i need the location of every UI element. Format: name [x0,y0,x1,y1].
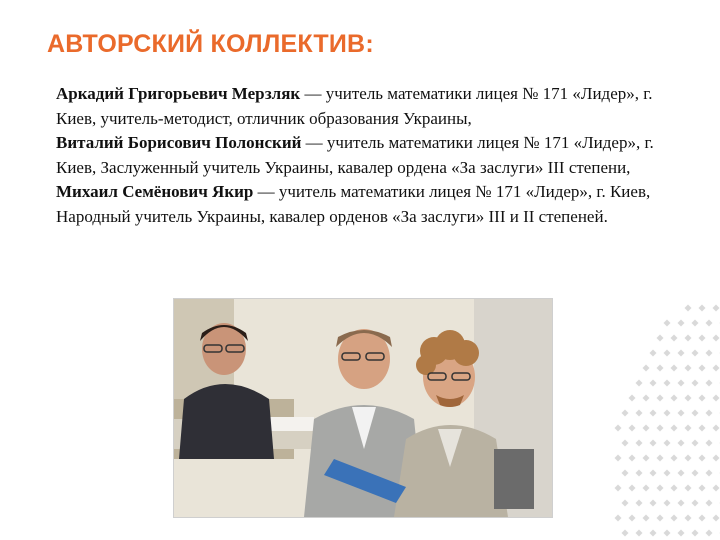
decor-diamond [692,350,699,357]
decor-diamond [650,470,657,477]
decor-diamond [685,305,692,312]
author-name: Михаил Семёнович Якир [56,182,254,201]
decor-diamond [636,440,643,447]
decor-diamond [685,455,692,462]
decor-diamond [713,395,720,402]
decor-diamond [622,440,629,447]
decor-diamond [706,410,713,417]
decor-diamond [629,485,636,492]
decor-diamond [657,455,664,462]
decor-diamond [650,500,657,507]
decor-diamond [650,380,657,387]
author-entry-merzlyak [56,82,696,131]
author-description: — учитель математики лицея № 171 «Лидер», г. Киев, Заслуженный учитель Украины, кавалер ордена «За заслуги» III степени, [56,133,654,177]
decor-diamond [678,410,685,417]
decor-diamond [678,320,685,327]
author-name: Виталий Борисович Полонский [56,133,302,152]
decor-diamond [706,320,713,327]
decor-diamond [657,335,664,342]
decor-diamond [643,365,650,372]
decor-diamond [706,440,713,447]
decor-diamond [678,530,685,537]
decor-diamond [713,485,720,492]
author-description: — учитель математики лицея № 171 «Лидер», г. Киев, Народный учитель Украины, кавалер орденов «За заслуги» III и II степеней. [56,182,651,226]
decor-diamond [706,350,713,357]
decor-diamond [685,365,692,372]
decor-diamond [671,395,678,402]
decor-diamond [713,455,720,462]
decor-diamond [699,485,706,492]
decor-diamond [692,500,699,507]
decor-diamond [657,395,664,402]
decor-diamond [685,425,692,432]
decor-diamond [664,500,671,507]
decor-diamond [671,485,678,492]
decor-diamond [678,470,685,477]
decor-diamond [692,440,699,447]
decor-diamond [699,425,706,432]
decor-diamond [615,425,622,432]
decor-diamond [713,335,720,342]
decor-diamond [692,470,699,477]
decor-diamond [650,530,657,537]
decor-diamond [636,530,643,537]
decor-diamond [643,425,650,432]
decor-diamond [636,500,643,507]
slide-title: АВТОРСКИЙ КОЛЛЕКТИВ: [47,30,374,58]
author-name: Аркадий Григорьевич Мерзляк [56,84,301,103]
decor-diamond [706,530,713,537]
decor-diamond [699,335,706,342]
decor-diamond [692,530,699,537]
decor-diamond [629,515,636,522]
decor-diamond [650,440,657,447]
decor-diamond [643,395,650,402]
decor-diamond [615,485,622,492]
decor-diamond [692,410,699,417]
decor-diamond [671,365,678,372]
decor-diamond [699,515,706,522]
decor-diamond [699,305,706,312]
decor-diamond [685,335,692,342]
decor-diamond [629,425,636,432]
authors-photo [173,298,553,518]
decor-diamond [664,440,671,447]
decor-diamond [685,485,692,492]
decor-diamond [629,455,636,462]
decor-diamond [671,335,678,342]
decor-diamond [692,380,699,387]
decor-diamond [664,320,671,327]
decor-diamond [615,455,622,462]
decor-diamond [664,470,671,477]
decor-diamond [657,485,664,492]
decor-diamond [713,305,720,312]
decor-diamond [650,410,657,417]
decor-diamond [706,380,713,387]
decor-diamond [692,320,699,327]
decor-diamond [657,365,664,372]
decor-diamond [629,395,636,402]
decor-diamond [622,530,629,537]
decor-diamond [622,470,629,477]
author-entry-polonsky [56,131,696,180]
author-list [56,82,696,229]
decor-diamond [622,500,629,507]
authors-photo-illustration [174,299,552,517]
decor-diamond [636,470,643,477]
decor-diamond [678,500,685,507]
decor-diamond [643,485,650,492]
decor-diamond [713,515,720,522]
decor-diamond [706,500,713,507]
decor-diamond [678,350,685,357]
decor-diamond [664,350,671,357]
decor-diamond [678,440,685,447]
decor-diamond [699,455,706,462]
author-description: — учитель математики лицея № 171 «Лидер», г. Киев, учитель-методист, отличник образования Украины, [56,84,653,128]
decor-diamond [643,455,650,462]
decor-diamond [615,515,622,522]
decor-diamond [713,425,720,432]
decor-diamond [671,455,678,462]
author-entry-yakir [56,180,696,229]
decor-diamond [713,365,720,372]
decor-diamond [671,425,678,432]
decor-diamond [636,410,643,417]
decor-diamond [678,380,685,387]
decor-diamond [657,515,664,522]
decor-diamond [622,410,629,417]
decor-diamond [650,350,657,357]
decor-diamond [664,530,671,537]
decor-diamond [706,470,713,477]
decor-diamond [685,395,692,402]
decorative-pattern [610,300,720,540]
decor-diamond [699,365,706,372]
decor-diamond [643,515,650,522]
decor-diamond [657,425,664,432]
decor-diamond [636,380,643,387]
decor-diamond [699,395,706,402]
decor-diamond [664,380,671,387]
decor-diamond [685,515,692,522]
decor-diamond [671,515,678,522]
decor-diamond [664,410,671,417]
